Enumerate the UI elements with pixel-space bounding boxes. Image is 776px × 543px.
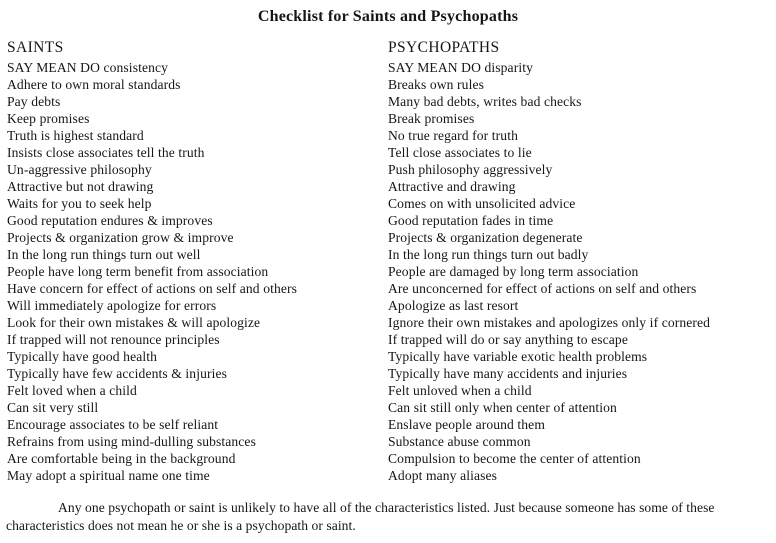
footer-note: Any one psychopath or saint is unlikely to have all of the characteristics listed. Just because someone has some of these characteristics does not mean he or she is a psychopath or saint. [6, 500, 715, 533]
list-item: Typically have many accidents and injuries [388, 366, 628, 381]
list-item: People are damaged by long term association [388, 264, 639, 279]
list-item: No true regard for truth [388, 128, 518, 143]
list-item: People have long term benefit from association [7, 264, 269, 279]
list-item: Attractive and drawing [388, 179, 516, 194]
list-item: Enslave people around them [388, 417, 545, 432]
list-item: SAY MEAN DO consistency [7, 60, 169, 75]
list-item: Look for their own mistakes & will apologize [7, 315, 261, 330]
list-item: Apologize as last resort [388, 298, 519, 313]
list-item: Can sit still only when center of attention [388, 400, 617, 415]
list-item: Waits for you to seek help [7, 196, 152, 211]
list-item: Many bad debts, writes bad checks [388, 94, 582, 109]
list-item: If trapped will do or say anything to escape [388, 332, 628, 347]
list-item: If trapped will not renounce principles [7, 332, 220, 347]
list-item: Felt loved when a child [7, 383, 137, 398]
list-item: Have concern for effect of actions on self and others [7, 281, 298, 296]
list-item: Breaks own rules [388, 77, 484, 92]
saints-list [7, 59, 383, 484]
list-item: Substance abuse common [388, 434, 531, 449]
list-item: Projects & organization grow & improve [7, 230, 234, 245]
psychopaths-column [383, 39, 771, 484]
list-item: Push philosophy aggressively [388, 162, 553, 177]
list-item: In the long run things turn out badly [388, 247, 589, 262]
list-item: SAY MEAN DO disparity [388, 60, 533, 75]
list-item: Adhere to own moral standards [7, 77, 181, 92]
list-item: Are unconcerned for effect of actions on self and others [388, 281, 697, 296]
list-item: Encourage associates to be self reliant [7, 417, 219, 432]
list-item: Felt unloved when a child [388, 383, 532, 398]
saints-header: SAINTS [7, 39, 64, 56]
list-item: Good reputation endures & improves [7, 213, 213, 228]
list-item: Keep promises [7, 111, 90, 126]
list-item: May adopt a spiritual name one time [7, 468, 210, 483]
list-item: Comes on with unsolicited advice [388, 196, 576, 211]
list-item: Truth is highest standard [7, 128, 144, 143]
list-item: Compulsion to become the center of attention [388, 451, 641, 466]
list-item: Break promises [388, 111, 475, 126]
list-item: In the long run things turn out well [7, 247, 201, 262]
list-item: Will immediately apologize for errors [7, 298, 217, 313]
psychopaths-header: PSYCHOPATHS [388, 39, 500, 56]
psychopaths-list [388, 59, 771, 484]
list-item: Are comfortable being in the background [7, 451, 236, 466]
list-item: Typically have few accidents & injuries [7, 366, 227, 381]
list-item: Good reputation fades in time [388, 213, 554, 228]
list-item: Refrains from using mind-dulling substances [7, 434, 256, 449]
list-item: Attractive but not drawing [7, 179, 154, 194]
list-item: Ignore their own mistakes and apologizes only if cornered [388, 315, 711, 330]
list-item: Projects & organization degenerate [388, 230, 583, 245]
saints-column [0, 39, 383, 484]
checklist-columns [0, 39, 776, 484]
page-title: Checklist for Saints and Psychopaths [257, 8, 519, 25]
list-item: Un-aggressive philosophy [7, 162, 152, 177]
list-item: Adopt many aliases [388, 468, 498, 483]
list-item: Pay debts [7, 94, 61, 109]
list-item: Typically have good health [7, 349, 157, 364]
list-item: Typically have variable exotic health problems [388, 349, 648, 364]
list-item: Insists close associates tell the truth [7, 145, 205, 160]
list-item: Tell close associates to lie [388, 145, 532, 160]
list-item: Can sit very still [7, 400, 99, 415]
